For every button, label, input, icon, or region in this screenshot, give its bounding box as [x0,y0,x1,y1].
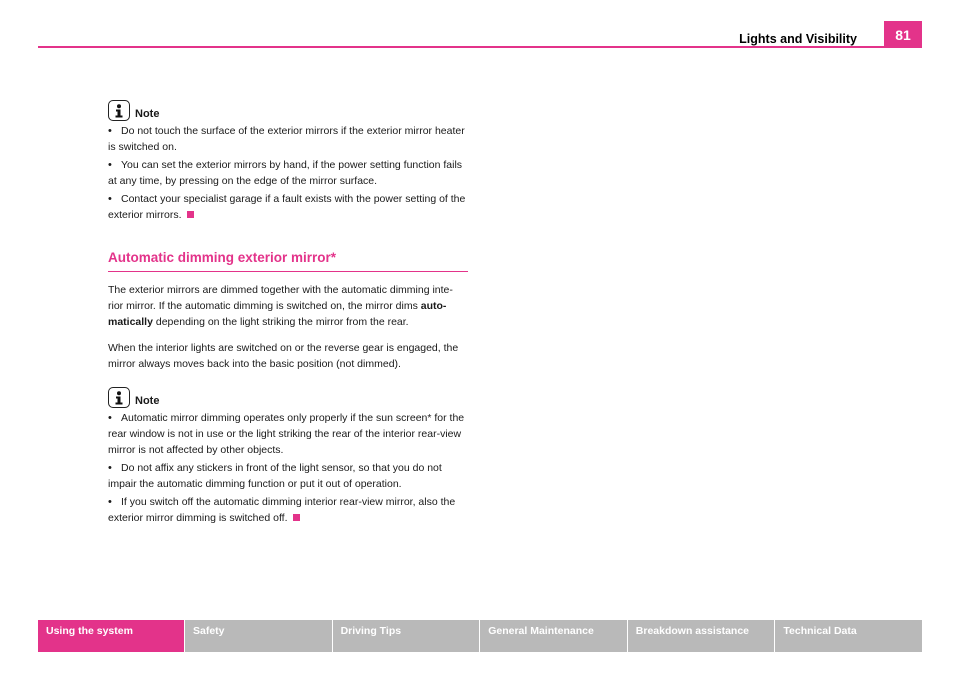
bullet-icon: • [108,125,112,137]
footer-nav [38,620,922,652]
note-item: • Automatic mirror dimming operates only properly if the sun screen* for the rear window is not in use or the light striking the rear of the interior rear-view mirror is not affected by other objects. [108,412,465,456]
note-item: • If you switch off the automatic dimming interior rear-view mirror, also the exterior mirror dimming is switched off. [108,496,456,524]
tab-breakdown-assistance[interactable]: Breakdown assistance [628,620,776,652]
tab-technical-data[interactable]: Technical Data [775,620,922,652]
note-item: • You can set the exterior mirrors by hand, if the power setting function fails at any time, by pressing on the edge of the mirror surface. [108,159,463,187]
note-item: • Do not affix any stickers in front of the light sensor, so that you do not impair the automatic dimming function or put it out of operation. [108,462,442,490]
note-title: Note [135,395,160,407]
paragraph: The exterior mirrors are dimmed together with the automatic dimming inte-rior mirror. If the automatic dimming is switched on, the mirror dims auto-matically depending on the light striking the mirror from the rear. [108,284,453,328]
bullet-icon: • [108,159,112,171]
note-item: • Contact your specialist garage if a fault exists with the power setting of the exterior mirrors. [108,193,466,221]
tab-general-maintenance[interactable]: General Maintenance [480,620,628,652]
header-rule [38,46,922,48]
note-header [108,97,468,121]
bullet-icon: • [108,193,112,205]
paragraph: When the interior lights are switched on or the reverse gear is engaged, the mirror always moves back into the basic position (not dimmed). [108,342,459,370]
section-end-icon [293,514,300,521]
page-title: Lights and Visibility [739,32,857,46]
main-content [108,97,468,528]
section-end-icon [187,211,194,218]
bullet-icon: • [108,462,112,474]
note-header [108,384,468,408]
info-note-icon [108,387,130,408]
note-title: Note [135,108,160,120]
info-note-icon [108,100,130,121]
page-number: 81 [884,21,922,48]
section-heading: Automatic dimming exterior mirror* [108,249,468,272]
tab-driving-tips[interactable]: Driving Tips [333,620,481,652]
tab-using-the-system[interactable]: Using the system [38,620,185,652]
tab-safety[interactable]: Safety [185,620,333,652]
note-item: • Do not touch the surface of the exterior mirrors if the exterior mirror heater is switched on. [108,125,465,153]
bullet-icon: • [108,412,112,424]
bullet-icon: • [108,496,112,508]
